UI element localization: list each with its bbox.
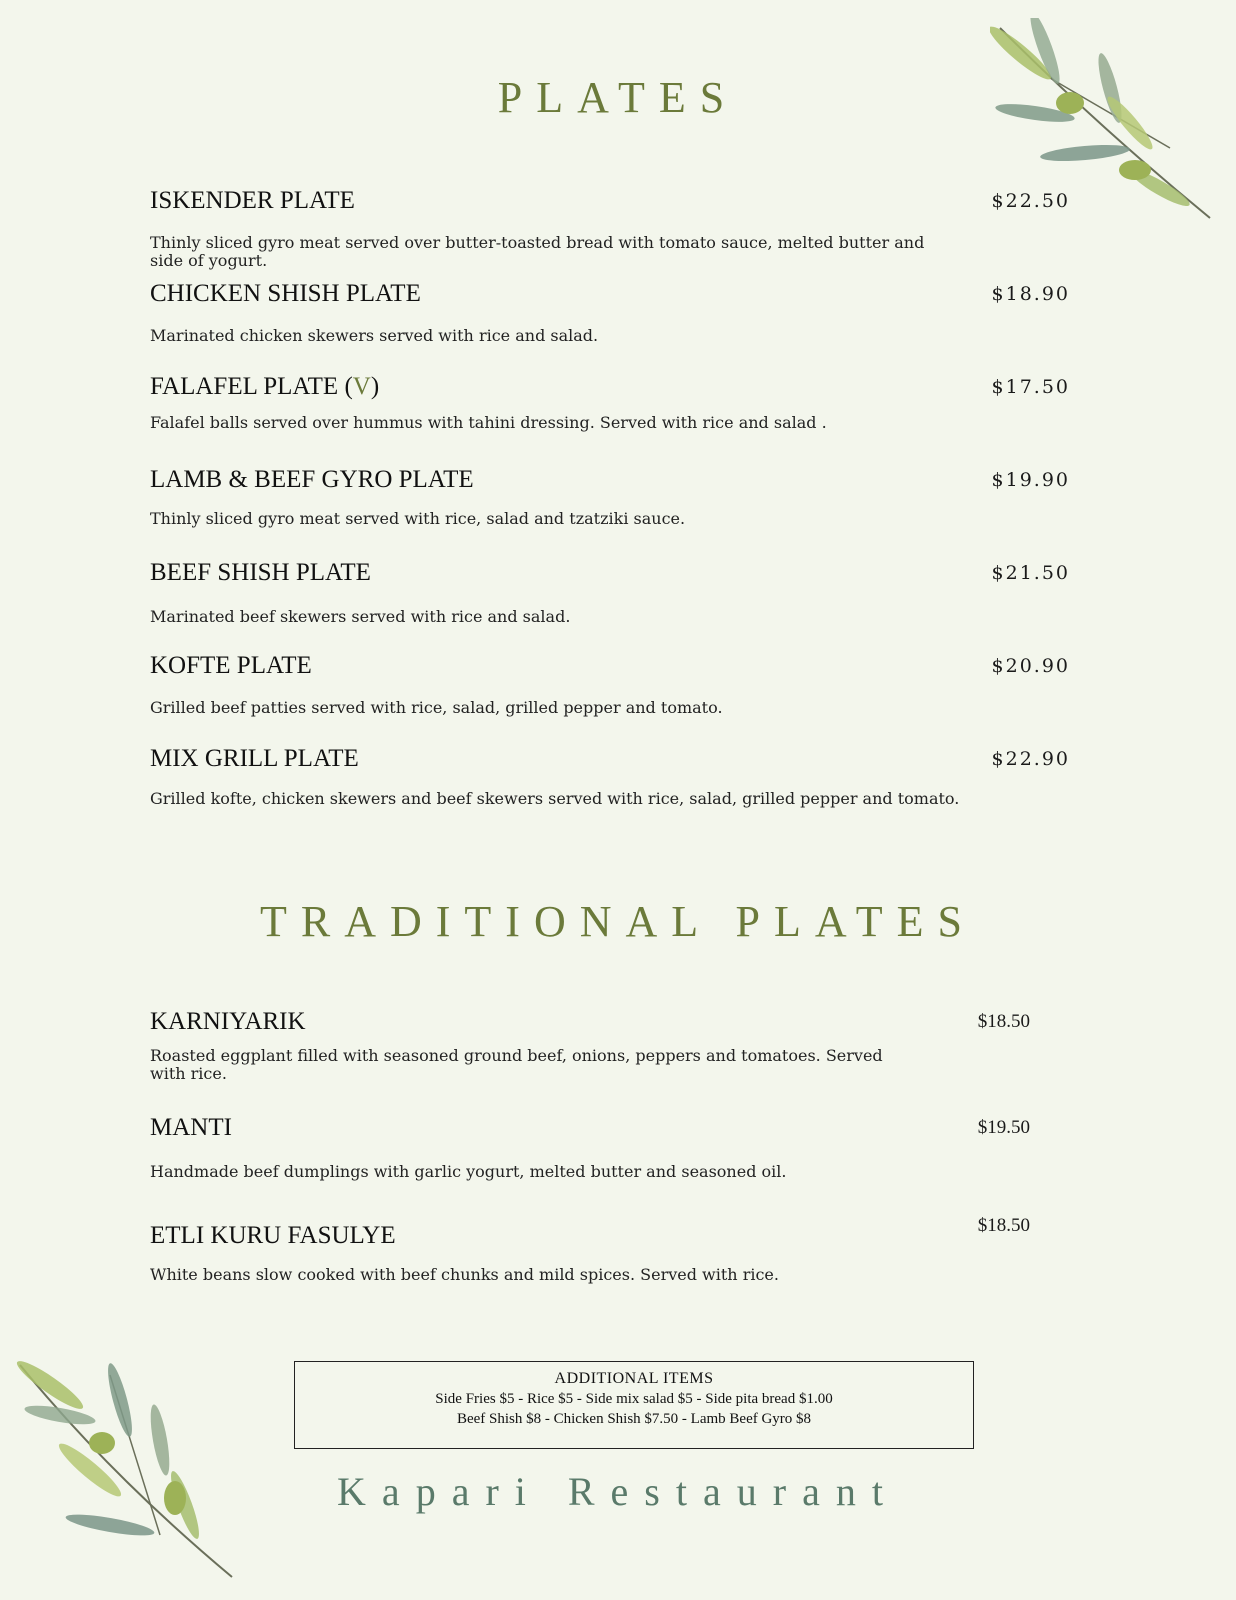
item-price: $18.50 bbox=[977, 1011, 1030, 1032]
menu-item bbox=[150, 279, 1070, 345]
restaurant-name: Kapari Restaurant bbox=[337, 1469, 899, 1514]
menu-item bbox=[150, 1215, 1070, 1284]
menu-item bbox=[150, 558, 1070, 626]
item-name: BEEF SHISH PLATE bbox=[150, 559, 371, 586]
section-title-traditional-plates: TRADITIONAL PLATES bbox=[260, 897, 976, 946]
menu-item bbox=[150, 465, 1070, 528]
item-name: ISKENDER PLATE bbox=[150, 187, 355, 214]
item-price: $19.90 bbox=[991, 469, 1070, 491]
item-name: MANTI bbox=[150, 1114, 232, 1141]
item-price: $22.90 bbox=[991, 748, 1070, 770]
item-price: $18.90 bbox=[991, 283, 1070, 305]
item-name bbox=[150, 372, 1070, 402]
additional-items-line: Beef Shish $8 - Chicken Shish $7.50 - Lamb Beef Gyro $8 bbox=[456, 1411, 812, 1427]
item-description: Roasted eggplant filled with seasoned ground beef, onions, peppers and tomatoes. Served with rice. bbox=[150, 1046, 883, 1083]
menu-item bbox=[150, 1113, 1070, 1181]
item-description: Marinated chicken skewers served with rice and salad. bbox=[150, 326, 599, 345]
vegetarian-mark: V bbox=[352, 373, 371, 400]
item-description: Grilled beef patties served with rice, salad, grilled pepper and tomato. bbox=[150, 698, 723, 717]
item-name: MIX GRILL PLATE bbox=[150, 745, 359, 772]
item-price: $20.90 bbox=[991, 655, 1070, 677]
item-name-end: ) bbox=[370, 373, 380, 400]
item-name-text: FALAFEL PLATE ( bbox=[150, 373, 353, 400]
additional-items-line: Side Fries $5 - Rice $5 - Side mix salad $5 - Side pita bread $1.00 bbox=[435, 1391, 833, 1407]
item-price: $18.50 bbox=[977, 1215, 1030, 1236]
item-price: $22.50 bbox=[991, 190, 1070, 212]
item-description: White beans slow cooked with beef chunks and mild spices. Served with rice. bbox=[150, 1265, 779, 1284]
item-description: Thinly sliced gyro meat served with rice, salad and tzatziki sauce. bbox=[150, 509, 686, 528]
item-price: $21.50 bbox=[991, 562, 1070, 584]
item-description: Grilled kofte, chicken skewers and beef skewers served with rice, salad, grilled pepper and tomato. bbox=[150, 789, 960, 808]
menu-item bbox=[150, 651, 1070, 717]
item-name: KARNIYARIK bbox=[150, 1008, 306, 1035]
item-name: KOFTE PLATE bbox=[150, 652, 312, 679]
menu-item bbox=[150, 744, 1070, 808]
item-description: Falafel balls served over hummus with tahini dressing. Served with rice and salad . bbox=[150, 413, 827, 432]
item-description: Marinated beef skewers served with rice and salad. bbox=[150, 607, 571, 626]
item-description: Handmade beef dumplings with garlic yogurt, melted butter and seasoned oil. bbox=[150, 1162, 787, 1181]
menu-item bbox=[150, 372, 1070, 432]
item-name: ETLI KURU FASULYE bbox=[150, 1222, 396, 1249]
menu-item bbox=[150, 1007, 1070, 1083]
menu-item bbox=[150, 186, 1070, 270]
item-name: LAMB & BEEF GYRO PLATE bbox=[150, 466, 474, 493]
section-title-plates: PLATES bbox=[497, 73, 739, 122]
item-price: $17.50 bbox=[991, 376, 1070, 398]
item-price: $19.50 bbox=[977, 1117, 1030, 1138]
additional-items-title: ADDITIONAL ITEMS bbox=[554, 1370, 714, 1387]
additional-items-box bbox=[294, 1361, 974, 1449]
item-name: CHICKEN SHISH PLATE bbox=[150, 280, 421, 307]
item-description: Thinly sliced gyro meat served over butter-toasted bread with tomato sauce, melted butter and side of yogurt. bbox=[150, 233, 925, 270]
